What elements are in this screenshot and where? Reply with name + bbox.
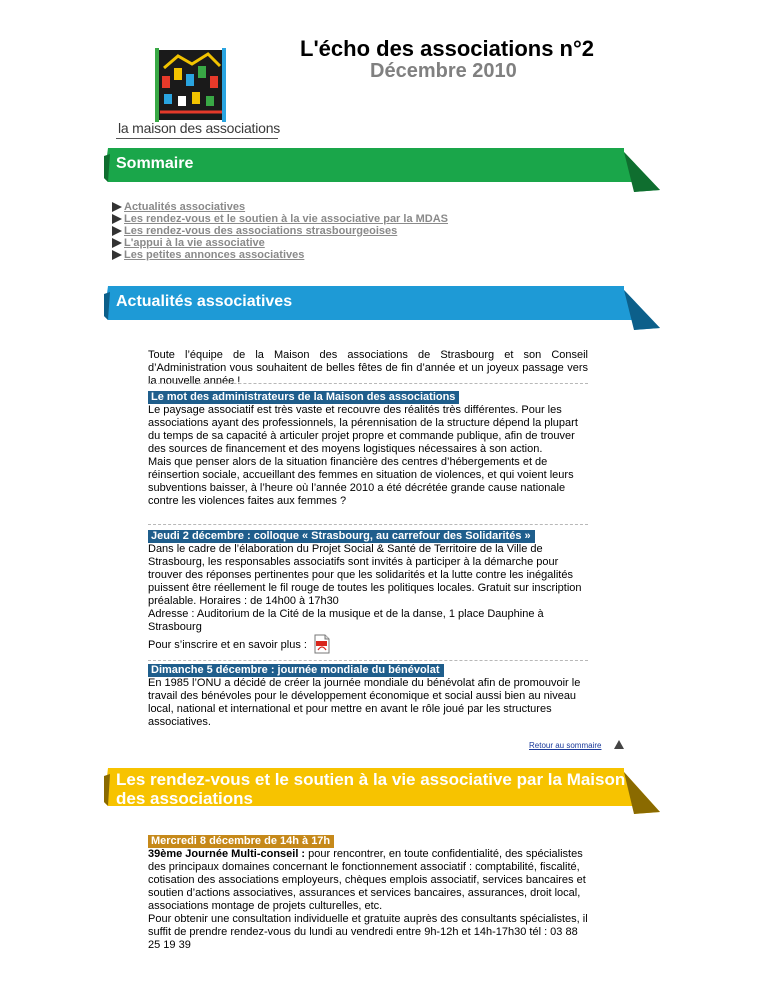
- article-benevolat: [148, 664, 588, 729]
- actualites-intro: Toute l’équipe de la Maison des associations de Strasbourg et son Conseil d’Administration vous souhaitent de belles fêtes de fin d’année et un joyeux passage vers la nouvelle année !: [148, 349, 588, 387]
- article-paragraph: Le paysage associatif est très vaste et recouvre des réalités très différentes. Pour les associations ayant des professionnels, la pérennisation de la structure dépend la plupart du temps de sa capacité à articuler projet propre et commande publique, afin de trouver des sources de financement et des moyens logistiques nécessaires à son action.: [148, 404, 578, 455]
- article-colloque: [148, 530, 588, 654]
- sommaire-link-annonces[interactable]: Les petites annonces associatives: [124, 249, 305, 261]
- actualites-banner: [104, 286, 660, 330]
- article-lead: 39ème Journée Multi-conseil :: [148, 848, 306, 860]
- article-tag: Jeudi 2 décembre : colloque « Strasbourg, au carrefour des Solidarités »: [148, 530, 535, 543]
- sommaire-title: Sommaire: [116, 155, 194, 172]
- signup-text: Pour s’inscrire et en savoir plus :: [148, 639, 307, 651]
- article-multi-conseil: [148, 835, 588, 952]
- article-body: pour rencontrer, en toute confidentialité, des spécialistes des principaux domaines concernant le fonctionnement associatif : comptabilité, fiscalité, cotisation des associations employeurs, chèques emplois associatif, services bancaires et soutien d’actions associatives, assurances et services bancaires, assurances, droit local, associations montage de projets culturelles, etc.: [148, 848, 586, 912]
- sommaire-link-rendezvous-mdas[interactable]: Les rendez-vous et le soutien à la vie associative par la MDAS: [124, 213, 449, 225]
- arrow-right-icon: [112, 226, 122, 236]
- article-paragraph: [148, 634, 588, 654]
- article-paragraph: Pour obtenir une consultation individuelle et gratuite auprès des consultants spécialistes, il suffit de prendre rendez-vous du lundi au vendredi entre 9h-12h et 14h-17h30 tél : 03 88 25 19 39: [148, 913, 588, 951]
- logo-label: la maison des associations: [118, 120, 281, 136]
- article-tag: Dimanche 5 décembre : journée mondiale du bénévolat: [148, 664, 444, 677]
- sommaire-item[interactable]: [112, 237, 448, 249]
- rendezvous-banner: [104, 768, 660, 814]
- divider: [148, 383, 588, 384]
- divider: [148, 524, 588, 525]
- article-paragraph: Dans le cadre de l’élaboration du Projet Social & Santé de Territoire de la Ville de Strasbourg, les responsables associatifs sont invités à participer à la démarche pour trouver des réponses pertinentes pour que les solidarités et la lutte contre les inégalités puissent être réellement le fil rouge de toutes les politiques locales. Gratuit sur inscription préalable. Horaires : de 14h00 à 17h30: [148, 543, 582, 607]
- article-paragraph: Adresse : Auditorium de la Cité de la musique et de la danse, 1 place Dauphine à Strasbourg: [148, 608, 544, 633]
- rendezvous-title: Les rendez-vous et le soutien à la vie associative par la Maison des associations: [116, 770, 626, 808]
- sommaire-link-actualites[interactable]: Actualités associatives: [124, 201, 246, 213]
- article-paragraph: [148, 848, 588, 913]
- back-to-summary-link[interactable]: Retour au sommaire: [529, 741, 602, 750]
- arrow-right-icon: [112, 202, 122, 212]
- article-paragraph: En 1985 l’ONU a décidé de créer la journée mondiale du bénévolat afin de promouvoir le travail des bénévoles pour le développement économique et social aussi bien au niveau local, national et international et pour mettre en avant le rôle joué par les structures associatives.: [148, 677, 581, 728]
- article-tag: Mercredi 8 décembre de 14h à 17h: [148, 835, 334, 848]
- sommaire-item[interactable]: [112, 213, 448, 225]
- sommaire-banner: [104, 148, 660, 192]
- article-tag: Le mot des administrateurs de la Maison des associations: [148, 391, 459, 404]
- arrow-right-icon: [112, 238, 122, 248]
- arrow-right-icon: [112, 250, 122, 260]
- pdf-icon[interactable]: [314, 634, 330, 654]
- article-paragraph: Mais que penser alors de la situation financière des centres d’hébergements et de réinsertion sociale, accueillant des femmes en situation de violences, et qui voient leurs subventions baisser, à l’heure où l’année 2010 a été décrétée grande cause nationale contre les violences faites aux femmes ?: [148, 456, 574, 507]
- sommaire-list: [112, 201, 448, 261]
- sommaire-item[interactable]: [112, 225, 448, 237]
- newsletter-title: L'écho des associations n°2: [300, 36, 595, 61]
- arrow-up-icon[interactable]: [614, 740, 624, 749]
- logo-underline: [116, 138, 278, 139]
- arrow-right-icon: [112, 214, 122, 224]
- sommaire-item[interactable]: [112, 249, 448, 261]
- newsletter-date: Décembre 2010: [370, 60, 517, 82]
- sommaire-item[interactable]: [112, 201, 448, 213]
- sommaire-link-rendezvous-strasbourg[interactable]: Les rendez-vous des associations strasbourgeoises: [124, 225, 398, 237]
- divider: [148, 660, 588, 661]
- sommaire-link-appui[interactable]: L'appui à la vie associative: [124, 237, 265, 249]
- actualites-title: Actualités associatives: [116, 293, 293, 310]
- article-administrateurs: [148, 391, 588, 508]
